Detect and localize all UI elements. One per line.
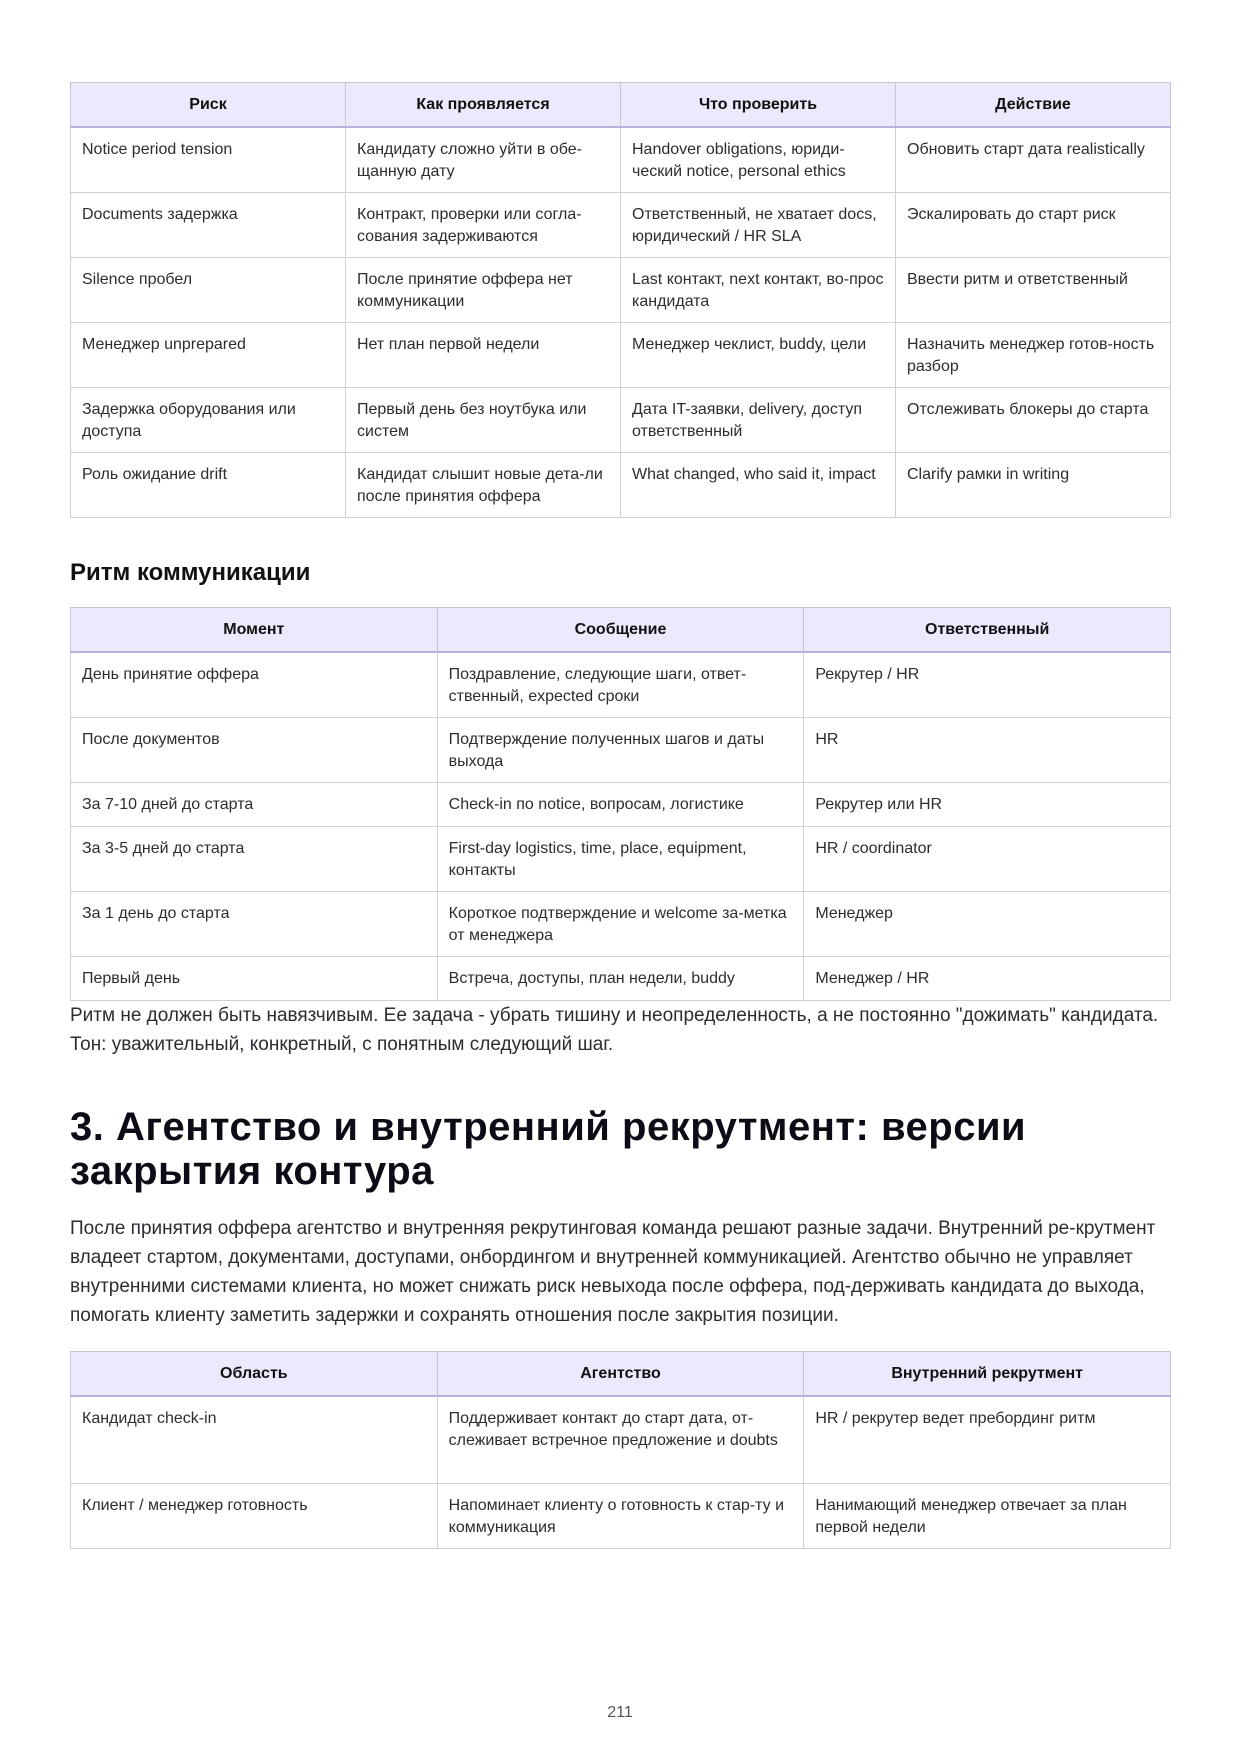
column-header: Риск [71,83,346,128]
table-cell: HR [804,718,1171,783]
table-cell: Менеджер / HR [804,957,1171,1001]
table-cell: Поздравление, следующие шаги, ответ-ственный, expected сроки [437,652,804,718]
table-cell: Notice period tension [71,127,346,193]
table-row [71,1396,1171,1483]
table-cell: За 1 день до старта [71,892,438,957]
column-header: Что проверить [621,83,896,128]
table-cell: Отслеживать блокеры до старта [896,388,1171,453]
table-cell: Встреча, доступы, план недели, buddy [437,957,804,1001]
table-cell: Нет план первой недели [346,323,621,388]
table-cell: Менеджер чеклист, buddy, цели [621,323,896,388]
table-row [71,258,1171,323]
table-row [71,652,1171,718]
table-cell: Documents задержка [71,193,346,258]
table-cell: HR / coordinator [804,827,1171,892]
table-cell: Первый день [71,957,438,1001]
table-row [71,323,1171,388]
table-cell: Рекрутер или HR [804,783,1171,827]
table-cell: Напоминает клиенту о готовность к стар-ту и коммуникация [437,1483,804,1548]
column-header: Внутренний рекрутмент [804,1352,1171,1397]
table-row [71,193,1171,258]
rhythm-heading: Ритм коммуникации [70,559,311,586]
column-header: Сообщение [437,608,804,653]
table-cell: Контракт, проверки или согла-сования задерживаются [346,193,621,258]
section-heading: 3. Агентство и внутренний рекрутмент: версии закрытия контура [70,1105,1027,1193]
table-cell: День принятие оффера [71,652,438,718]
table-cell: Подтверждение полученных шагов и даты выхода [437,718,804,783]
table-cell: Check-in по notice, вопросам, логистике [437,783,804,827]
table-cell: What changed, who said it, impact [621,453,896,518]
table-cell: Поддерживает контакт до старт дата, от-слеживает встречное предложение и doubts [437,1396,804,1483]
page-number: 211 [607,1704,633,1721]
page-content [70,82,1171,1549]
table-cell: Короткое подтверждение и welcome за-метка от менеджера [437,892,804,957]
column-header: Действие [896,83,1171,128]
table-cell: Ответственный, не хватает docs, юридический / HR SLA [621,193,896,258]
table-cell: Назначить менеджер готов-ность разбор [896,323,1171,388]
table-row [71,783,1171,827]
table-cell: First-day logistics, time, place, equipment, контакты [437,827,804,892]
table-cell: Кандидату сложно уйти в обе-щанную дату [346,127,621,193]
rhythm-table [70,607,1171,1001]
table-cell: Кандидат слышит новые дета-ли после принятия оффера [346,453,621,518]
table-cell: HR / рекрутер ведет пребординг ритм [804,1396,1171,1483]
table-cell: Silence пробел [71,258,346,323]
table-cell: Last контакт, next контакт, во-прос кандидата [621,258,896,323]
table-header-row [71,1352,1171,1397]
table-cell: За 3-5 дней до старта [71,827,438,892]
section-paragraph: После принятия оффера агентство и внутренняя рекрутинговая команда решают разные задачи. Внутренний ре-крутмент владеет стартом, документами, доступами, онбордингом и внутренней коммуникацией. Агентство обычно не управляет внутренними системами клиента, но может снижать риск невыхода после оффера, под-держивать кандидата до выхода, помогать клиенту заметить задержки и сохранять отношения после закрытия позиции. [70,1218,1156,1326]
table-cell: Первый день без ноутбука или систем [346,388,621,453]
table-cell: Менеджер [804,892,1171,957]
table-cell: Дата IT-заявки, delivery, доступ ответственный [621,388,896,453]
table-cell: После документов [71,718,438,783]
table-cell: Задержка оборудования или доступа [71,388,346,453]
column-header: Ответственный [804,608,1171,653]
table-row [71,827,1171,892]
column-header: Момент [71,608,438,653]
column-header: Область [71,1352,438,1397]
column-header: Агентство [437,1352,804,1397]
table-row [71,388,1171,453]
table-header-row [71,83,1171,128]
table-row [71,1483,1171,1548]
table-cell: Нанимающий менеджер отвечает за план первой недели [804,1483,1171,1548]
table-row [71,892,1171,957]
agency-table [70,1351,1171,1549]
table-cell: Клиент / менеджер готовность [71,1483,438,1548]
table-cell: Обновить старт дата realistically [896,127,1171,193]
rhythm-paragraph: Ритм не должен быть навязчивым. Ее задача - убрать тишину и неопределенность, а не постоянно "дожимать" кандидата. Тон: уважительный, конкретный, с понятным следующий шаг. [70,1005,1159,1055]
table-header-row [71,608,1171,653]
risk-table [70,82,1171,518]
table-cell: После принятие оффера нет коммуникации [346,258,621,323]
table-row [71,718,1171,783]
table-cell: Handover obligations, юриди-ческий notice, personal ethics [621,127,896,193]
table-cell: Роль ожидание drift [71,453,346,518]
table-row [71,453,1171,518]
table-cell: Ввести ритм и ответственный [896,258,1171,323]
table-cell: Эскалировать до старт риск [896,193,1171,258]
table-row [71,127,1171,193]
table-cell: Кандидат check-in [71,1396,438,1483]
table-cell: Рекрутер / HR [804,652,1171,718]
column-header: Как проявляется [346,83,621,128]
table-cell: Clarify рамки in writing [896,453,1171,518]
table-cell: Менеджер unprepared [71,323,346,388]
table-cell: За 7-10 дней до старта [71,783,438,827]
table-row [71,957,1171,1001]
